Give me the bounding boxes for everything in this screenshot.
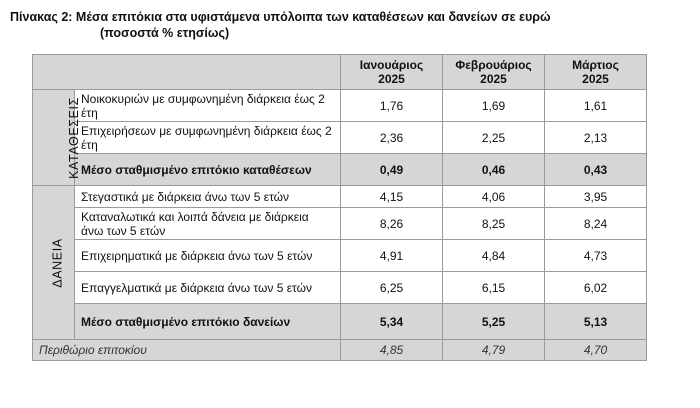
title-line-2: (ποσοστά % ετησίως) <box>100 26 230 40</box>
cell-value: 4,91 <box>341 240 443 272</box>
cell-value: 4,73 <box>545 240 647 272</box>
row-label: Μέσο σταθμισμένο επιτόκιο δανείων <box>75 304 341 340</box>
header-mar: Μάρτιος 2025 <box>545 55 647 90</box>
row-label: Μέσο σταθμισμένο επιτόκιο καταθέσεων <box>75 154 341 186</box>
cell-value: 6,02 <box>545 272 647 304</box>
table-row <box>33 90 647 122</box>
cell-value: 4,84 <box>443 240 545 272</box>
row-label: Νοικοκυριών με συμφωνημένη διάρκεια έως 2 έτη <box>75 90 341 122</box>
cell-value: 0,43 <box>545 154 647 186</box>
cell-value: 2,13 <box>545 122 647 154</box>
row-label: Περιθώριο επιτοκίου <box>33 340 341 361</box>
loans-section-label: ΔΑΝΕΙΑ <box>33 186 75 340</box>
interest-rates-table <box>32 54 647 361</box>
header-empty-cell <box>33 55 341 90</box>
cell-value: 6,15 <box>443 272 545 304</box>
row-label: Στεγαστικά με διάρκεια άνω των 5 ετών <box>75 186 341 208</box>
header-row <box>33 55 647 90</box>
cell-value: 4,06 <box>443 186 545 208</box>
cell-value: 6,25 <box>341 272 443 304</box>
deposits-section-label: ΚΑΤΑΘΕΣΕΙΣ <box>33 90 75 186</box>
cell-value: 4,70 <box>545 340 647 361</box>
cell-value: 8,26 <box>341 208 443 240</box>
row-label: Επιχειρηματικά με διάρκεια άνω των 5 ετών <box>75 240 341 272</box>
cell-value: 3,95 <box>545 186 647 208</box>
cell-value: 8,25 <box>443 208 545 240</box>
interest-margin-row <box>33 340 647 361</box>
row-label: Καταναλωτικά και λοιπά δάνεια με διάρκεια άνω των 5 ετών <box>75 208 341 240</box>
cell-value: 1,61 <box>545 90 647 122</box>
header-jan: Ιανουάριος 2025 <box>341 55 443 90</box>
cell-value: 5,25 <box>443 304 545 340</box>
cell-value: 4,85 <box>341 340 443 361</box>
cell-value: 0,49 <box>341 154 443 186</box>
table-row <box>33 208 647 240</box>
header-feb: Φεβρουάριος 2025 <box>443 55 545 90</box>
table-row <box>33 122 647 154</box>
table-row <box>33 186 647 208</box>
deposits-average-row <box>33 154 647 186</box>
table-row <box>33 272 647 304</box>
cell-value: 4,15 <box>341 186 443 208</box>
cell-value: 0,46 <box>443 154 545 186</box>
table-title <box>10 9 690 41</box>
cell-value: 1,69 <box>443 90 545 122</box>
cell-value: 2,36 <box>341 122 443 154</box>
table-row <box>33 240 647 272</box>
cell-value: 5,13 <box>545 304 647 340</box>
cell-value: 8,24 <box>545 208 647 240</box>
loans-average-row <box>33 304 647 340</box>
cell-value: 5,34 <box>341 304 443 340</box>
cell-value: 4,79 <box>443 340 545 361</box>
row-label: Επαγγελματικά με διάρκεια άνω των 5 ετών <box>75 272 341 304</box>
cell-value: 2,25 <box>443 122 545 154</box>
title-line-1: Πίνακας 2: Μέσα επιτόκια στα υφιστάμενα υπόλοιπα των καταθέσεων και δανείων σε ευρώ <box>10 10 551 24</box>
row-label: Επιχειρήσεων με συμφωνημένη διάρκεια έως 2 έτη <box>75 122 341 154</box>
cell-value: 1,76 <box>341 90 443 122</box>
